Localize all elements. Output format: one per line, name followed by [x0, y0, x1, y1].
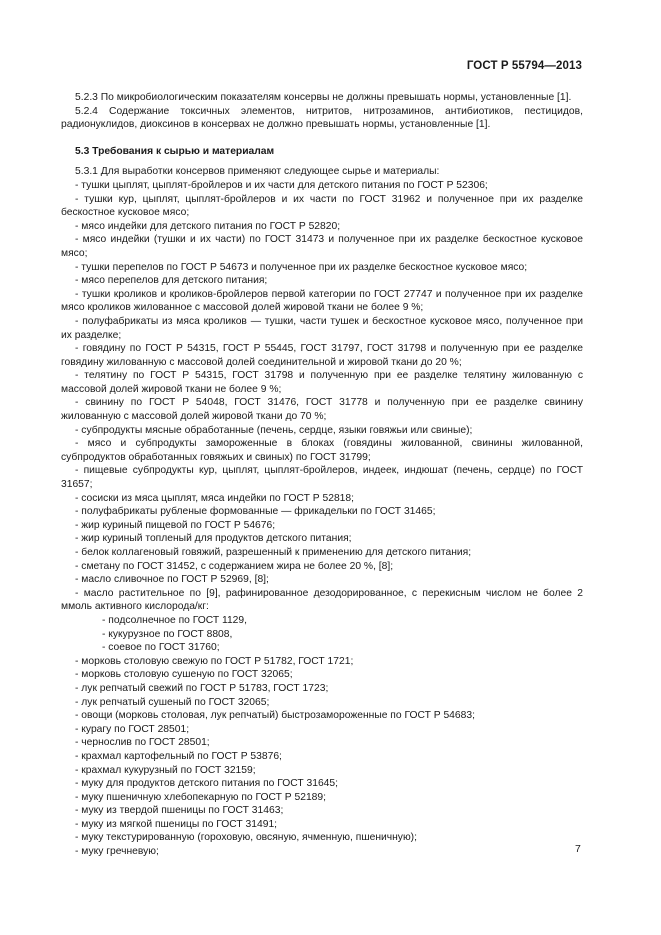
- list-item: - тушки перепелов по ГОСТ Р 54673 и полученное при их разделке бескостное кусковое мясо;: [75, 261, 528, 273]
- list-item: - сметану по ГОСТ 31452, с содержанием жира не более 20 %, [8];: [75, 560, 394, 572]
- list-item: - телятину по ГОСТ Р 54315, ГОСТ 31798 и полученную при ее разделке телятину жилованную с массовой долей жировой ткани не более 9 %;: [61, 370, 583, 395]
- list-item: - муку гречневую;: [75, 846, 159, 858]
- list-item: - говядину по ГОСТ Р 54315, ГОСТ Р 55445, ГОСТ 31797, ГОСТ 31798 и полученную при ее разделке говядину жилованную с массовой долей соединительной и жировой ткани до 20 %;: [61, 343, 583, 368]
- list-item: - тушки цыплят, цыплят-бройлеров и их части для детского питания по ГОСТ Р 52306;: [75, 179, 488, 191]
- list-item: - жир куриный пищевой по ГОСТ Р 54676;: [75, 519, 276, 531]
- section-heading: 5.3 Требования к сырью и материалам: [75, 145, 275, 157]
- document-body: [61, 91, 583, 859]
- paragraph-5-2-4: 5.2.4 Содержание токсичных элементов, нитритов, нитрозаминов, антибиотиков, пестицидов, радионуклидов, диоксинов в консервах не должно превышать нормы, установленные [1].: [61, 105, 583, 131]
- list-item: - муку из твердой пшеницы по ГОСТ 31463;: [75, 805, 284, 817]
- list-item: - мясо индейки для детского питания по ГОСТ Р 52820;: [75, 220, 341, 232]
- list-item: - мясо и субпродукты замороженные в блоках (говядины жилованной, свинины жилованной, субпродуктов обработанных говяжьих и свиных) по ГОСТ 31799;: [61, 438, 583, 463]
- list-item: - тушки кур, цыплят, цыплят-бройлеров и их части по ГОСТ 31962 и полученное при их разделке бескостное кусковое мясо;: [61, 193, 583, 219]
- list-item: - овощи (морковь столовая, лук репчатый) быстрозамороженные по ГОСТ Р 54683;: [75, 710, 475, 722]
- list-item: - сосиски из мяса цыплят, мяса индейки по ГОСТ Р 52818;: [75, 492, 354, 504]
- list-item: - полуфабрикаты из мяса кроликов — тушки, части тушек и бескостное кусковое мясо, полученное при их разделке;: [61, 315, 583, 341]
- document-header: ГОСТ Р 55794—2013: [466, 60, 582, 72]
- paragraph-5-2-3: 5.2.3 По микробиологическим показателям консервы не должны превышать нормы, установленные [1].: [75, 92, 572, 103]
- list-item: - масло растительное по [9], рафинированное дезодорированное, с перекисным числом не более 2 ммоль активного кислорода/кг:: [61, 587, 583, 613]
- list-item: - курагу по ГОСТ 28501;: [75, 723, 190, 735]
- oil-sub-list: [61, 614, 583, 655]
- list-item: - морковь столовую сушеную по ГОСТ 32065;: [75, 669, 293, 681]
- list-item: - мясо перепелов для детского питания;: [75, 275, 268, 287]
- list-item: - морковь столовую свежую по ГОСТ Р 51782, ГОСТ 1721;: [75, 655, 354, 667]
- list-item: - полуфабрикаты рубленые формованные — фрикадельки по ГОСТ 31465;: [75, 506, 436, 518]
- list-item: - жир куриный топленый для продуктов детского питания;: [75, 533, 352, 545]
- paragraph-5-3-1: 5.3.1 Для выработки консервов применяют следующее сырье и материалы:: [75, 166, 440, 178]
- materials-list: [61, 179, 583, 614]
- list-item: - муку пшеничную хлебопекарную по ГОСТ Р 52189;: [75, 791, 326, 803]
- list-item: - масло сливочное по ГОСТ Р 52969, [8];: [75, 574, 269, 586]
- list-item: - тушки кроликов и кроликов-бройлеров первой категории по ГОСТ 27747 и полученное при их разделке мясо кроликов жилованное с массовой долей жировой ткани не более 9 %;: [61, 288, 583, 314]
- list-item: - свинину по ГОСТ Р 54048, ГОСТ 31476, ГОСТ 31778 и полученную при ее разделке свинину жилованную с массовой долей жировой ткани до 70 %;: [61, 397, 583, 423]
- list-item: - чернослив по ГОСТ 28501;: [75, 737, 210, 749]
- list-item: - лук репчатый сушеный по ГОСТ 32065;: [75, 696, 270, 708]
- list-item: - муку из мягкой пшеницы по ГОСТ 31491;: [75, 818, 278, 830]
- list-item: - крахмал кукурузный по ГОСТ 32159;: [75, 764, 256, 776]
- list-item: - субпродукты мясные обработанные (печень, сердце, языки говяжьи или свиные);: [75, 424, 473, 436]
- materials-list-continued: [61, 655, 583, 859]
- list-item: - белок коллагеновый говяжий, разрешенный к применению для детского питания;: [75, 547, 472, 558]
- list-item: - муку текстурированную (гороховую, овсяную, ячменную, пшеничную);: [75, 832, 417, 844]
- list-item: - кукурузное по ГОСТ 8808,: [102, 628, 233, 640]
- list-item: - соевое по ГОСТ 31760;: [102, 642, 220, 654]
- list-item: - мясо индейки (тушки и их части) по ГОСТ 31473 и полученное при их разделке бескостное кусковое мясо;: [61, 234, 583, 259]
- page-number: 7: [575, 843, 581, 855]
- list-item: - пищевые субпродукты кур, цыплят, цыплят-бройлеров, индеек, индюшат (печень, сердце) по ГОСТ 31657;: [61, 465, 583, 491]
- list-item: - подсолнечное по ГОСТ 1129,: [102, 614, 248, 626]
- list-item: - муку для продуктов детского питания по ГОСТ 31645;: [75, 778, 338, 790]
- list-item: - крахмал картофельный по ГОСТ Р 53876;: [75, 750, 282, 762]
- list-item: - лук репчатый свежий по ГОСТ Р 51783, ГОСТ 1723;: [75, 682, 329, 694]
